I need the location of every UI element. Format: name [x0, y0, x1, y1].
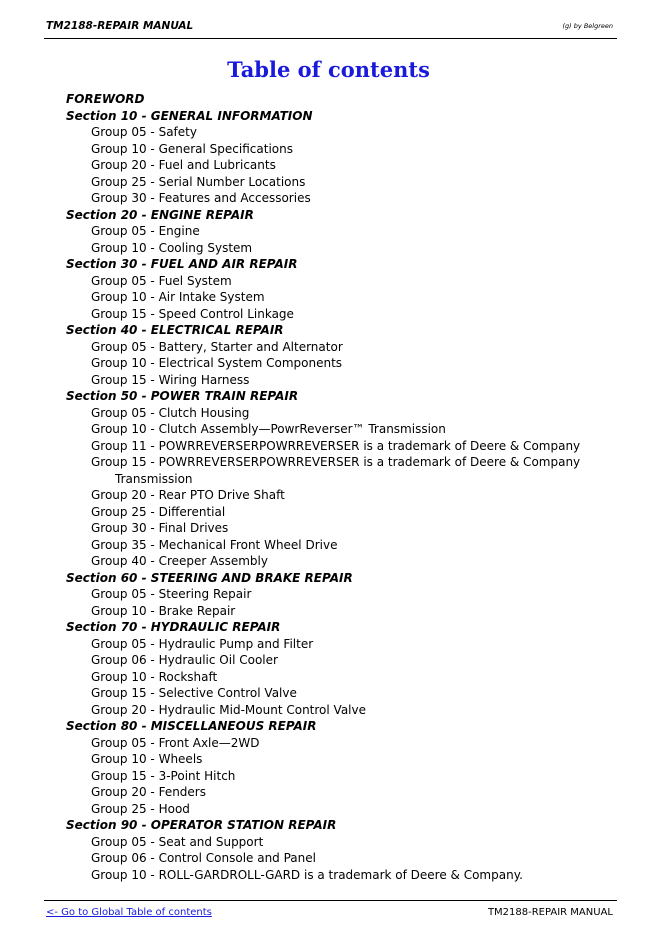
toc-entry-label: Group 05 - Seat and Support [91, 834, 264, 849]
toc-group-link[interactable] [66, 504, 626, 521]
toc-group-link[interactable] [66, 454, 626, 487]
toc-entry-label: Group 30 - Final Drives [91, 521, 229, 535]
toc-group-link[interactable] [66, 157, 626, 174]
toc-entry-label: Section 20 - ENGINE REPAIR [66, 207, 254, 222]
toc-group-link[interactable] [66, 553, 626, 570]
toc-entry-label: Section 30 - FUEL AND AIR REPAIR [66, 257, 298, 271]
footer-manual-code: TM2188-REPAIR MANUAL [487, 907, 613, 918]
toc-group-link[interactable] [66, 141, 626, 158]
toc-group-link[interactable] [66, 801, 626, 818]
toc-entry-label: Group 10 - Electrical System Components [91, 356, 343, 370]
toc-group-link[interactable] [66, 174, 626, 191]
toc-entry-label: Group 15 - Speed Control Linkage [91, 306, 294, 321]
toc-entry-label: Group 05 - Steering Repair [91, 587, 252, 601]
toc-entry-label: Group 05 - Battery, Starter and Alternator [91, 339, 343, 354]
toc-entry-label: Group 20 - Fuel and Lubricants [91, 158, 276, 172]
toc-entry-label: Group 05 - Hydraulic Pump and Filter [91, 636, 314, 651]
toc-group-link[interactable] [66, 306, 626, 323]
page-footer [44, 900, 617, 925]
toc-entry-label: Group 15 - POWRREVERSERPOWRREVERSER is a trademark of Deere & Company [91, 455, 581, 469]
toc-group-link[interactable] [66, 867, 626, 884]
toc-entry-label: Group 05 - Safety [91, 125, 197, 139]
toc-entry-label: Group 20 - Fenders [91, 785, 206, 799]
toc-list [66, 91, 626, 883]
credit-note: (g) by Belgreen [562, 22, 613, 30]
toc-entry-label: Section 40 - ELECTRICAL REPAIR [66, 323, 284, 337]
toc-group-link[interactable] [66, 223, 626, 240]
toc-section-link[interactable] [66, 718, 626, 735]
toc-entry-label: Group 10 - Air Intake System [91, 290, 265, 304]
toc-group-link[interactable] [66, 702, 626, 719]
toc-entry-label: Group 05 - Front Axle—2WD [91, 735, 260, 750]
toc-group-link[interactable] [66, 339, 626, 356]
global-toc-link[interactable]: <- Go to Global Table of contents [46, 907, 212, 918]
toc-entry-label: Group 30 - Features and Accessories [91, 191, 311, 205]
toc-entry-label: Section 50 - POWER TRAIN REPAIR [66, 389, 299, 403]
toc-group-link[interactable] [66, 438, 626, 455]
toc-group-link[interactable] [66, 669, 626, 686]
toc-group-link[interactable] [66, 652, 626, 669]
toc-section-link[interactable] [66, 91, 626, 108]
toc-section-link[interactable] [66, 322, 626, 339]
toc-entry-label: Group 15 - Wiring Harness [91, 372, 250, 387]
toc-group-link[interactable] [66, 603, 626, 620]
toc-entry-label: Group 10 - Brake Repair [91, 603, 236, 618]
toc-entry-label: Section 90 - OPERATOR STATION REPAIR [66, 818, 337, 832]
toc-entry-label: Group 05 - Fuel System [91, 273, 232, 288]
toc-entry-label: Group 25 - Serial Number Locations [91, 174, 306, 189]
toc-group-link[interactable] [66, 520, 626, 537]
toc-entry-label: Group 15 - 3-Point Hitch [91, 768, 236, 783]
toc-entry-label: Group 20 - Rear PTO Drive Shaft [91, 488, 285, 502]
toc-entry-label: FOREWORD [66, 92, 145, 106]
toc-section-link[interactable] [66, 108, 626, 125]
toc-section-link[interactable] [66, 570, 626, 587]
toc-group-link[interactable] [66, 124, 626, 141]
toc-entry-label: Group 35 - Mechanical Front Wheel Drive [91, 537, 338, 552]
toc-group-link[interactable] [66, 372, 626, 389]
toc-group-link[interactable] [66, 784, 626, 801]
toc-entry-label: Group 10 - Rockshaft [91, 669, 218, 684]
toc-entry-label: Section 70 - HYDRAULIC REPAIR [66, 620, 281, 634]
manual-code: TM2188-REPAIR MANUAL [46, 20, 194, 32]
toc-group-link[interactable] [66, 751, 626, 768]
toc-group-link[interactable] [66, 487, 626, 504]
toc-group-link[interactable] [66, 636, 626, 653]
toc-group-link[interactable] [66, 834, 626, 851]
toc-group-link[interactable] [66, 289, 626, 306]
toc-entry-continuation: Transmission [115, 471, 193, 486]
toc-entry-label: Section 60 - STEERING AND BRAKE REPAIR [66, 570, 353, 585]
toc-entry-label: Group 10 - Clutch Assembly—PowrReverser™ Transmission [91, 422, 446, 436]
page-title: Table of contents [227, 57, 430, 82]
toc-entry-label: Group 10 - Cooling System [91, 240, 253, 255]
toc-entry-label: Group 10 - Wheels [91, 752, 203, 766]
toc-entry-label: Section 80 - MISCELLANEOUS REPAIR [66, 719, 317, 733]
toc-group-link[interactable] [66, 537, 626, 554]
toc-group-link[interactable] [66, 190, 626, 207]
toc-group-link[interactable] [66, 735, 626, 752]
toc-group-link[interactable] [66, 240, 626, 257]
toc-entry-label: Group 10 - General Specifications [91, 141, 293, 156]
toc-entry-label: Group 06 - Hydraulic Oil Cooler [91, 653, 278, 667]
toc-entry-label: Group 25 - Differential [91, 504, 226, 519]
toc-group-link[interactable] [66, 685, 626, 702]
toc-entry-label: Group 15 - Selective Control Valve [91, 686, 297, 700]
toc-entry-label: Group 10 - ROLL-GARDROLL-GARD is a trademark of Deere & Company. [91, 867, 523, 882]
toc-group-link[interactable] [66, 586, 626, 603]
toc-section-link[interactable] [66, 388, 626, 405]
toc-group-link[interactable] [66, 405, 626, 422]
toc-section-link[interactable] [66, 619, 626, 636]
toc-group-link[interactable] [66, 273, 626, 290]
toc-entry-label: Group 40 - Creeper Assembly [91, 554, 268, 568]
toc-entry-label: Group 11 - POWRREVERSERPOWRREVERSER is a trademark of Deere & Company [91, 438, 581, 453]
toc-group-link[interactable] [66, 421, 626, 438]
page-header [44, 0, 617, 39]
toc-section-link[interactable] [66, 207, 626, 224]
toc-entry-label: Group 06 - Control Console and Panel [91, 851, 316, 865]
toc-section-link[interactable] [66, 817, 626, 834]
toc-group-link[interactable] [66, 768, 626, 785]
toc-entry-label: Group 20 - Hydraulic Mid-Mount Control Valve [91, 702, 366, 717]
toc-section-link[interactable] [66, 256, 626, 273]
toc-entry-label: Section 10 - GENERAL INFORMATION [66, 108, 313, 123]
toc-entry-label: Group 05 - Clutch Housing [91, 405, 250, 420]
toc-entry-label: Group 05 - Engine [91, 224, 200, 238]
toc-entry-label: Group 25 - Hood [91, 801, 190, 816]
toc-group-link[interactable] [66, 850, 626, 867]
toc-group-link[interactable] [66, 355, 626, 372]
